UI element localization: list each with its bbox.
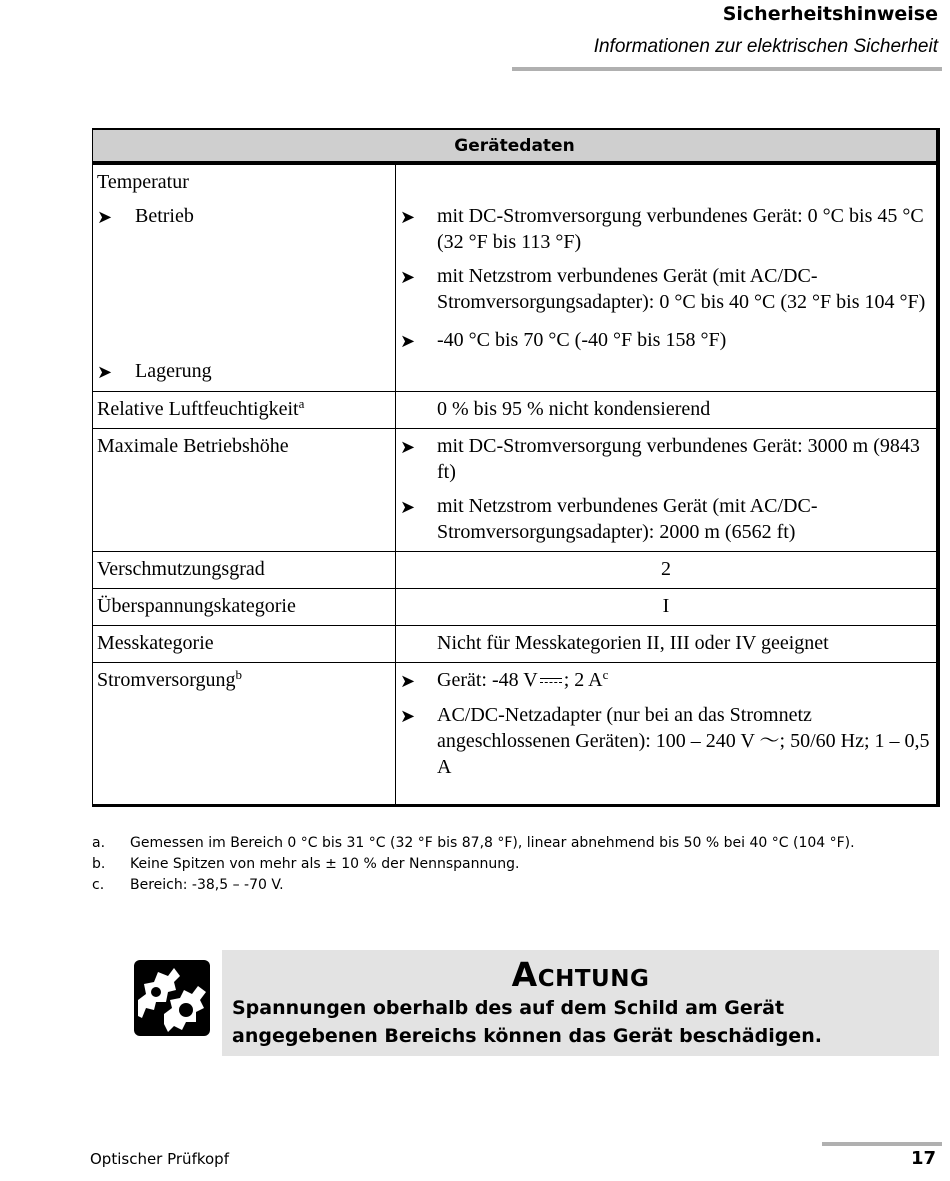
footnote-text: Keine Spitzen von mehr als ± 10 % der Nennspannung.: [130, 856, 520, 872]
measurement-value: Nicht für Messkategorien II, III oder IV geeignet: [437, 632, 829, 654]
page-number: 17: [910, 1148, 936, 1169]
operation-label-row: [97, 203, 391, 230]
storage-label-row: [97, 358, 391, 385]
footnote-item: [92, 875, 855, 896]
arrow-bullet-icon: ➤: [400, 267, 416, 287]
pollution-value: 2: [396, 552, 939, 589]
list-item: [400, 327, 932, 354]
pollution-label-cell: [93, 552, 396, 589]
altitude-ac-value: mit Netzstrom verbundenes Gerät (mit AC/DC-Stromversorgungsadapter): 2000 m (6562 ft): [437, 495, 818, 543]
pollution-label: Verschmutzungsgrad: [97, 558, 265, 580]
list-item: [400, 263, 932, 315]
power-label-cell: [93, 663, 396, 806]
power-label: Stromversorgung: [97, 669, 236, 691]
footnote-key: c.: [92, 877, 105, 893]
footnote-ref: c: [602, 667, 609, 682]
list-item: [400, 433, 932, 485]
overvoltage-label-cell: [93, 589, 396, 626]
footer-rule: [822, 1142, 942, 1146]
list-item: [400, 493, 932, 545]
humidity-value: 0 % bis 95 % nicht kondensierend: [437, 398, 711, 420]
table-row-measurement: [93, 626, 939, 663]
table-title: Gerätedaten: [93, 129, 939, 163]
footnote-text: Bereich: -38,5 – -70 V.: [130, 877, 284, 893]
altitude-dc-value: mit DC-Stromversorgung verbundenes Gerät: 3000 m (9843 ft): [437, 435, 920, 483]
caution-gear-icon: [134, 960, 210, 1036]
humidity-value-cell: [396, 392, 939, 429]
temperature-label-cell: [93, 163, 396, 392]
arrow-bullet-icon: ➤: [400, 671, 416, 691]
operation-dc-value: mit DC-Stromversorgung verbundenes Gerät: 0 °C bis 45 °C (32 °F bis 113 °F): [437, 205, 924, 253]
table-row-altitude: [93, 429, 939, 552]
altitude-label: Maximale Betriebshöhe: [97, 435, 289, 457]
measurement-label: Messkategorie: [97, 632, 214, 654]
list-item: [400, 203, 932, 255]
device-power-prefix: Gerät: -48 V: [437, 669, 538, 691]
altitude-label-cell: [93, 429, 396, 552]
arrow-bullet-icon: ➤: [97, 207, 113, 227]
storage-label: Lagerung: [135, 360, 212, 382]
table-row-humidity: [93, 392, 939, 429]
altitude-value-cell: [396, 429, 939, 552]
device-power-suffix: ; 2 A: [563, 669, 603, 691]
list-item: [400, 667, 932, 694]
temperature-value-cell: [396, 163, 939, 392]
footnote-key: a.: [92, 835, 106, 851]
table-row-power: [93, 663, 939, 806]
humidity-label-cell: [93, 392, 396, 429]
arrow-bullet-icon: ➤: [400, 207, 416, 227]
adapter-power-value: AC/DC-Netzadapter (nur bei an das Stromnetz angeschlossenen Geräten): 100 – 240 V ～; 50/60 Hz; 1 – 0,5 A: [437, 704, 930, 778]
list-item: [400, 702, 932, 780]
section-title: Informationen zur elektrischen Sicherheit: [593, 36, 938, 57]
measurement-label-cell: [93, 626, 396, 663]
operation-ac-value: mit Netzstrom verbundenes Gerät (mit AC/DC-Stromversorgungsadapter): 0 °C bis 40 °C (32 °F bis 104 °F): [437, 265, 926, 313]
temperature-label: Temperatur: [97, 171, 189, 193]
footnote-item: [92, 854, 855, 875]
table-row-temperature: [93, 163, 939, 392]
header-rule: [512, 67, 942, 71]
arrow-bullet-icon: ➤: [97, 362, 113, 382]
storage-value: -40 °C bis 70 °C (-40 °F bis 158 °F): [437, 329, 727, 351]
table-row-pollution: [93, 552, 939, 589]
footer-doc-title: Optischer Prüfkopf: [90, 1150, 229, 1168]
chapter-title: Sicherheitshinweise: [722, 3, 938, 25]
footnotes: [92, 833, 855, 896]
table-header-row: [93, 129, 939, 163]
footnote-ref: b: [235, 667, 243, 682]
caution-text: Spannungen oberhalb des auf dem Schild am Gerät angegebenen Bereichs können das Gerät beschädigen.: [232, 997, 822, 1047]
arrow-bullet-icon: ➤: [400, 437, 416, 457]
footnote-key: b.: [92, 856, 106, 872]
operation-label: Betrieb: [135, 205, 194, 227]
device-data-table: [92, 128, 940, 807]
caution-box: [222, 950, 939, 1056]
overvoltage-value: I: [396, 589, 939, 626]
dc-voltage-icon: [540, 676, 562, 686]
footnote-ref: a: [298, 396, 305, 411]
arrow-bullet-icon: ➤: [400, 497, 416, 517]
footnote-text: Gemessen im Bereich 0 °C bis 31 °C (32 °F bis 87,8 °F), linear abnehmend bis 50 % bei 40 °C (104 °F).: [130, 835, 855, 851]
device-power-value: [437, 667, 932, 694]
humidity-label: Relative Luftfeuchtigkeit: [97, 398, 299, 420]
caution-title: Achtung: [511, 955, 650, 994]
table-row-overvoltage: [93, 589, 939, 626]
arrow-bullet-icon: ➤: [400, 706, 416, 726]
footnote-item: [92, 833, 855, 854]
measurement-value-cell: [396, 626, 939, 663]
overvoltage-label: Überspannungskategorie: [97, 595, 296, 617]
arrow-bullet-icon: ➤: [400, 331, 416, 351]
power-value-cell: [396, 663, 939, 806]
